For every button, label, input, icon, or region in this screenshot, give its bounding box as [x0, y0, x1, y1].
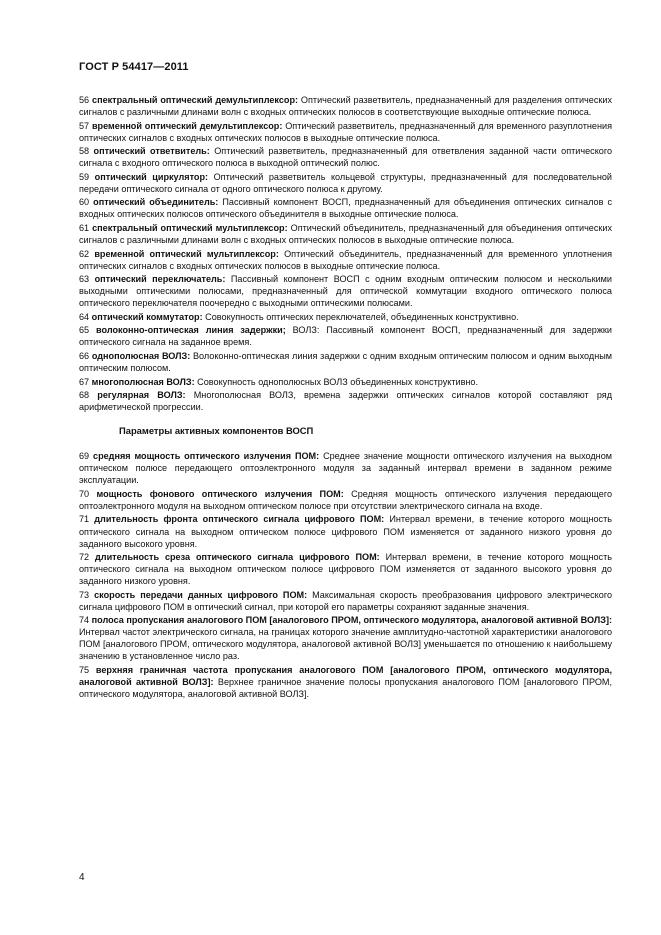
term-definition: Оптический разветвитель, предназначенный для разделения оптических сигналов с различными длинами волн с входных оптических полюсов в соответствующие выходные оптические полюса.: [79, 95, 612, 118]
term-definition: Волоконно-оптическая линия задержки с одним входным оптическим полюсом и одним выходным оптическим полюсом.: [79, 350, 613, 373]
term-name: спектральный оптический мультиплексор:: [92, 222, 288, 233]
term-entry: [79, 222, 612, 246]
term-entry: [79, 196, 612, 220]
term-entry: [79, 450, 612, 486]
term-name: спектральный оптический демультиплексор:: [92, 95, 299, 105]
term-name: скорость передачи данных цифрового ПОМ:: [94, 589, 308, 600]
term-number: 65: [79, 325, 90, 336]
term-entry: [79, 589, 612, 613]
term-entry: [79, 664, 612, 700]
term-entry: [79, 350, 612, 374]
term-number: 69: [79, 451, 90, 462]
term-number: 62: [79, 248, 90, 259]
term-name: волоконно-оптическая линия задержки;: [96, 325, 286, 336]
term-name: длительность фронта оптического сигнала цифрового ПОМ:: [94, 514, 385, 525]
term-name: однополюсная ВОЛЗ:: [91, 350, 191, 361]
term-number: 60: [79, 197, 90, 208]
term-number: 57: [79, 120, 90, 131]
term-name: оптический ответвитель:: [93, 146, 210, 157]
term-definition: Средняя мощность оптического излучения передающего оптоэлектронного модуля на выходном оптическом полюсе при отсутствии электрического сигнала на входе.: [79, 488, 612, 511]
term-number: 64: [79, 311, 90, 322]
term-definition: Оптический разветвитель, предназначенный для ответвления заданной части оптического сигнала с входного оптического полюса в выходной оптический полюс.: [79, 146, 613, 169]
term-definition: Многополюсная ВОЛЗ, времена задержки оптических сигналов которой составляют ряд арифметической прогрессии.: [79, 390, 612, 413]
term-definition: Интервал времени, в течение которого мощность оптического сигнала на выходном оптическом полюсе цифрового ПОМ изменяется от заданного низкого уровня до заданного высокого уровня.: [79, 514, 612, 549]
term-name: временной оптический демультиплексор:: [91, 120, 283, 131]
document-header: ГОСТ Р 54417—2011: [79, 61, 189, 73]
term-definition: Верхнее граничное значение полосы пропускания аналогового ПОМ [аналогового ПРОМ, оптического модулятора, аналоговой активной ВОЛЗ].: [79, 677, 613, 700]
term-entry: [79, 145, 612, 169]
section-title: Параметры активных компонентов ВОСП: [119, 425, 314, 437]
term-number: 72: [79, 552, 90, 563]
term-name: мощность фонового оптического излучения ПОМ:: [96, 488, 344, 499]
term-name: верхняя граничная частота пропускания аналогового ПОМ [аналогового ПРОМ, оптического модулятора, аналоговой активной ВОЛЗ]:: [79, 665, 613, 688]
term-entry: [79, 120, 612, 144]
term-number: 63: [79, 274, 90, 285]
term-definition: Интервал частот электрического сигнала, на границах которого значение амплитудно-частотной характеристики аналогового ПОМ [аналогового ПРОМ, оптического модулятора, аналоговой активной ВОЛЗ] уменьшается по отношению к наибольшему значению в установленное число раз.: [79, 627, 612, 662]
term-name: временной оптический мультиплексор:: [94, 248, 279, 259]
term-entry: [79, 389, 612, 413]
term-number: 73: [79, 589, 90, 600]
term-name: длительность среза оптического сигнала цифрового ПОМ:: [95, 552, 380, 563]
term-name: оптический объединитель:: [93, 197, 219, 208]
term-number: 70: [79, 488, 90, 499]
term-name: оптический коммутатор:: [91, 311, 203, 322]
term-definition: Пассивный компонент ВОСП с одним входным оптическим полюсом и несколькими выходными оптическими полюсами, предназначенный для оптической коммутации входного оптического полюса оптического переключателя поочередно с выходными оптическими полюсами.: [79, 274, 612, 309]
term-definition: Оптический разветвитель, предназначенный для временного разуплотнения оптических сигналов с входных оптических полюсов в выходные оптические полюса.: [79, 120, 612, 143]
term-number: 58: [79, 146, 90, 157]
term-entry: [79, 513, 612, 549]
term-definition: Максимальная скорость преобразования цифрового электрического сигнала цифрового ПОМ в оптический сигнал, при которой его параметры сохраняют заданные значения.: [79, 589, 612, 612]
term-number: 75: [79, 665, 90, 676]
term-number: 68: [79, 390, 90, 401]
term-number: 56: [79, 95, 90, 105]
term-entry: [79, 614, 612, 662]
term-definition: Оптический объединитель, предназначенный для временного уплотнения оптических сигналов с входных оптических полюсов в выходные оптические полюса.: [79, 248, 612, 271]
term-name: регулярная ВОЛЗ:: [97, 390, 186, 401]
term-entry: [79, 376, 612, 388]
term-definition: Совокупность оптических переключателей, объединенных конструктивно.: [205, 311, 519, 322]
term-number: 74: [79, 615, 90, 626]
term-definition: Пассивный компонент ВОСП, предназначенный для объединения оптических сигналов с входных оптических полюсов оптического объединителя в выходные оптические полюса.: [79, 197, 612, 220]
term-number: 61: [79, 222, 90, 233]
term-number: 71: [79, 514, 90, 525]
terms-list-a: [79, 94, 612, 413]
term-definition: ВОЛЗ: Пассивный компонент ВОСП, предназначенный для задержки оптического сигнала на заданное время.: [79, 325, 612, 348]
term-number: 67: [79, 376, 90, 387]
term-entry: [79, 488, 612, 512]
term-name: многополюсная ВОЛЗ:: [91, 376, 195, 387]
term-number: 66: [79, 350, 90, 361]
term-entry: [79, 551, 612, 587]
term-definition: Интервал времени, в течение которого мощность оптического сигнала на выходном оптическом полюсе цифрового ПОМ изменяется от заданного высокого уровня до заданного низкого уровня.: [79, 552, 612, 587]
term-name: оптический переключатель:: [94, 274, 226, 285]
term-definition: Среднее значение мощности оптического излучения на выходном оптическом полюсе передающего оптоэлектронного модуля за заданный интервал времени в заданном режиме эксплуатации.: [79, 451, 613, 486]
document-body: [79, 94, 612, 702]
term-definition: Оптический разветвитель кольцевой структуры, предназначенный для последовательной передачи оптического сигнала от одного оптического полюса к другому.: [79, 171, 613, 194]
term-entry: [79, 94, 612, 118]
term-number: 59: [79, 171, 90, 182]
term-entry: [79, 324, 612, 348]
term-definition: Совокупность однополюсных ВОЛЗ объединенных конструктивно.: [197, 376, 479, 387]
term-definition: Оптический объединитель, предназначенный для объединения оптических сигналов с различными длинами волн с входных оптических полюсов в выходные оптические полюса.: [79, 222, 613, 246]
term-entry: [79, 311, 612, 323]
term-entry: [79, 248, 612, 272]
term-name: оптический циркулятор:: [94, 171, 209, 182]
page-number: 4: [79, 872, 85, 883]
terms-list-b: [79, 450, 612, 700]
term-name: полоса пропускания аналогового ПОМ [аналогового ПРОМ, оптического модулятора, аналоговой активной ВОЛЗ]:: [91, 615, 612, 626]
term-name: средняя мощность оптического излучения ПОМ:: [93, 451, 320, 462]
term-entry: [79, 171, 612, 195]
term-entry: [79, 273, 612, 309]
